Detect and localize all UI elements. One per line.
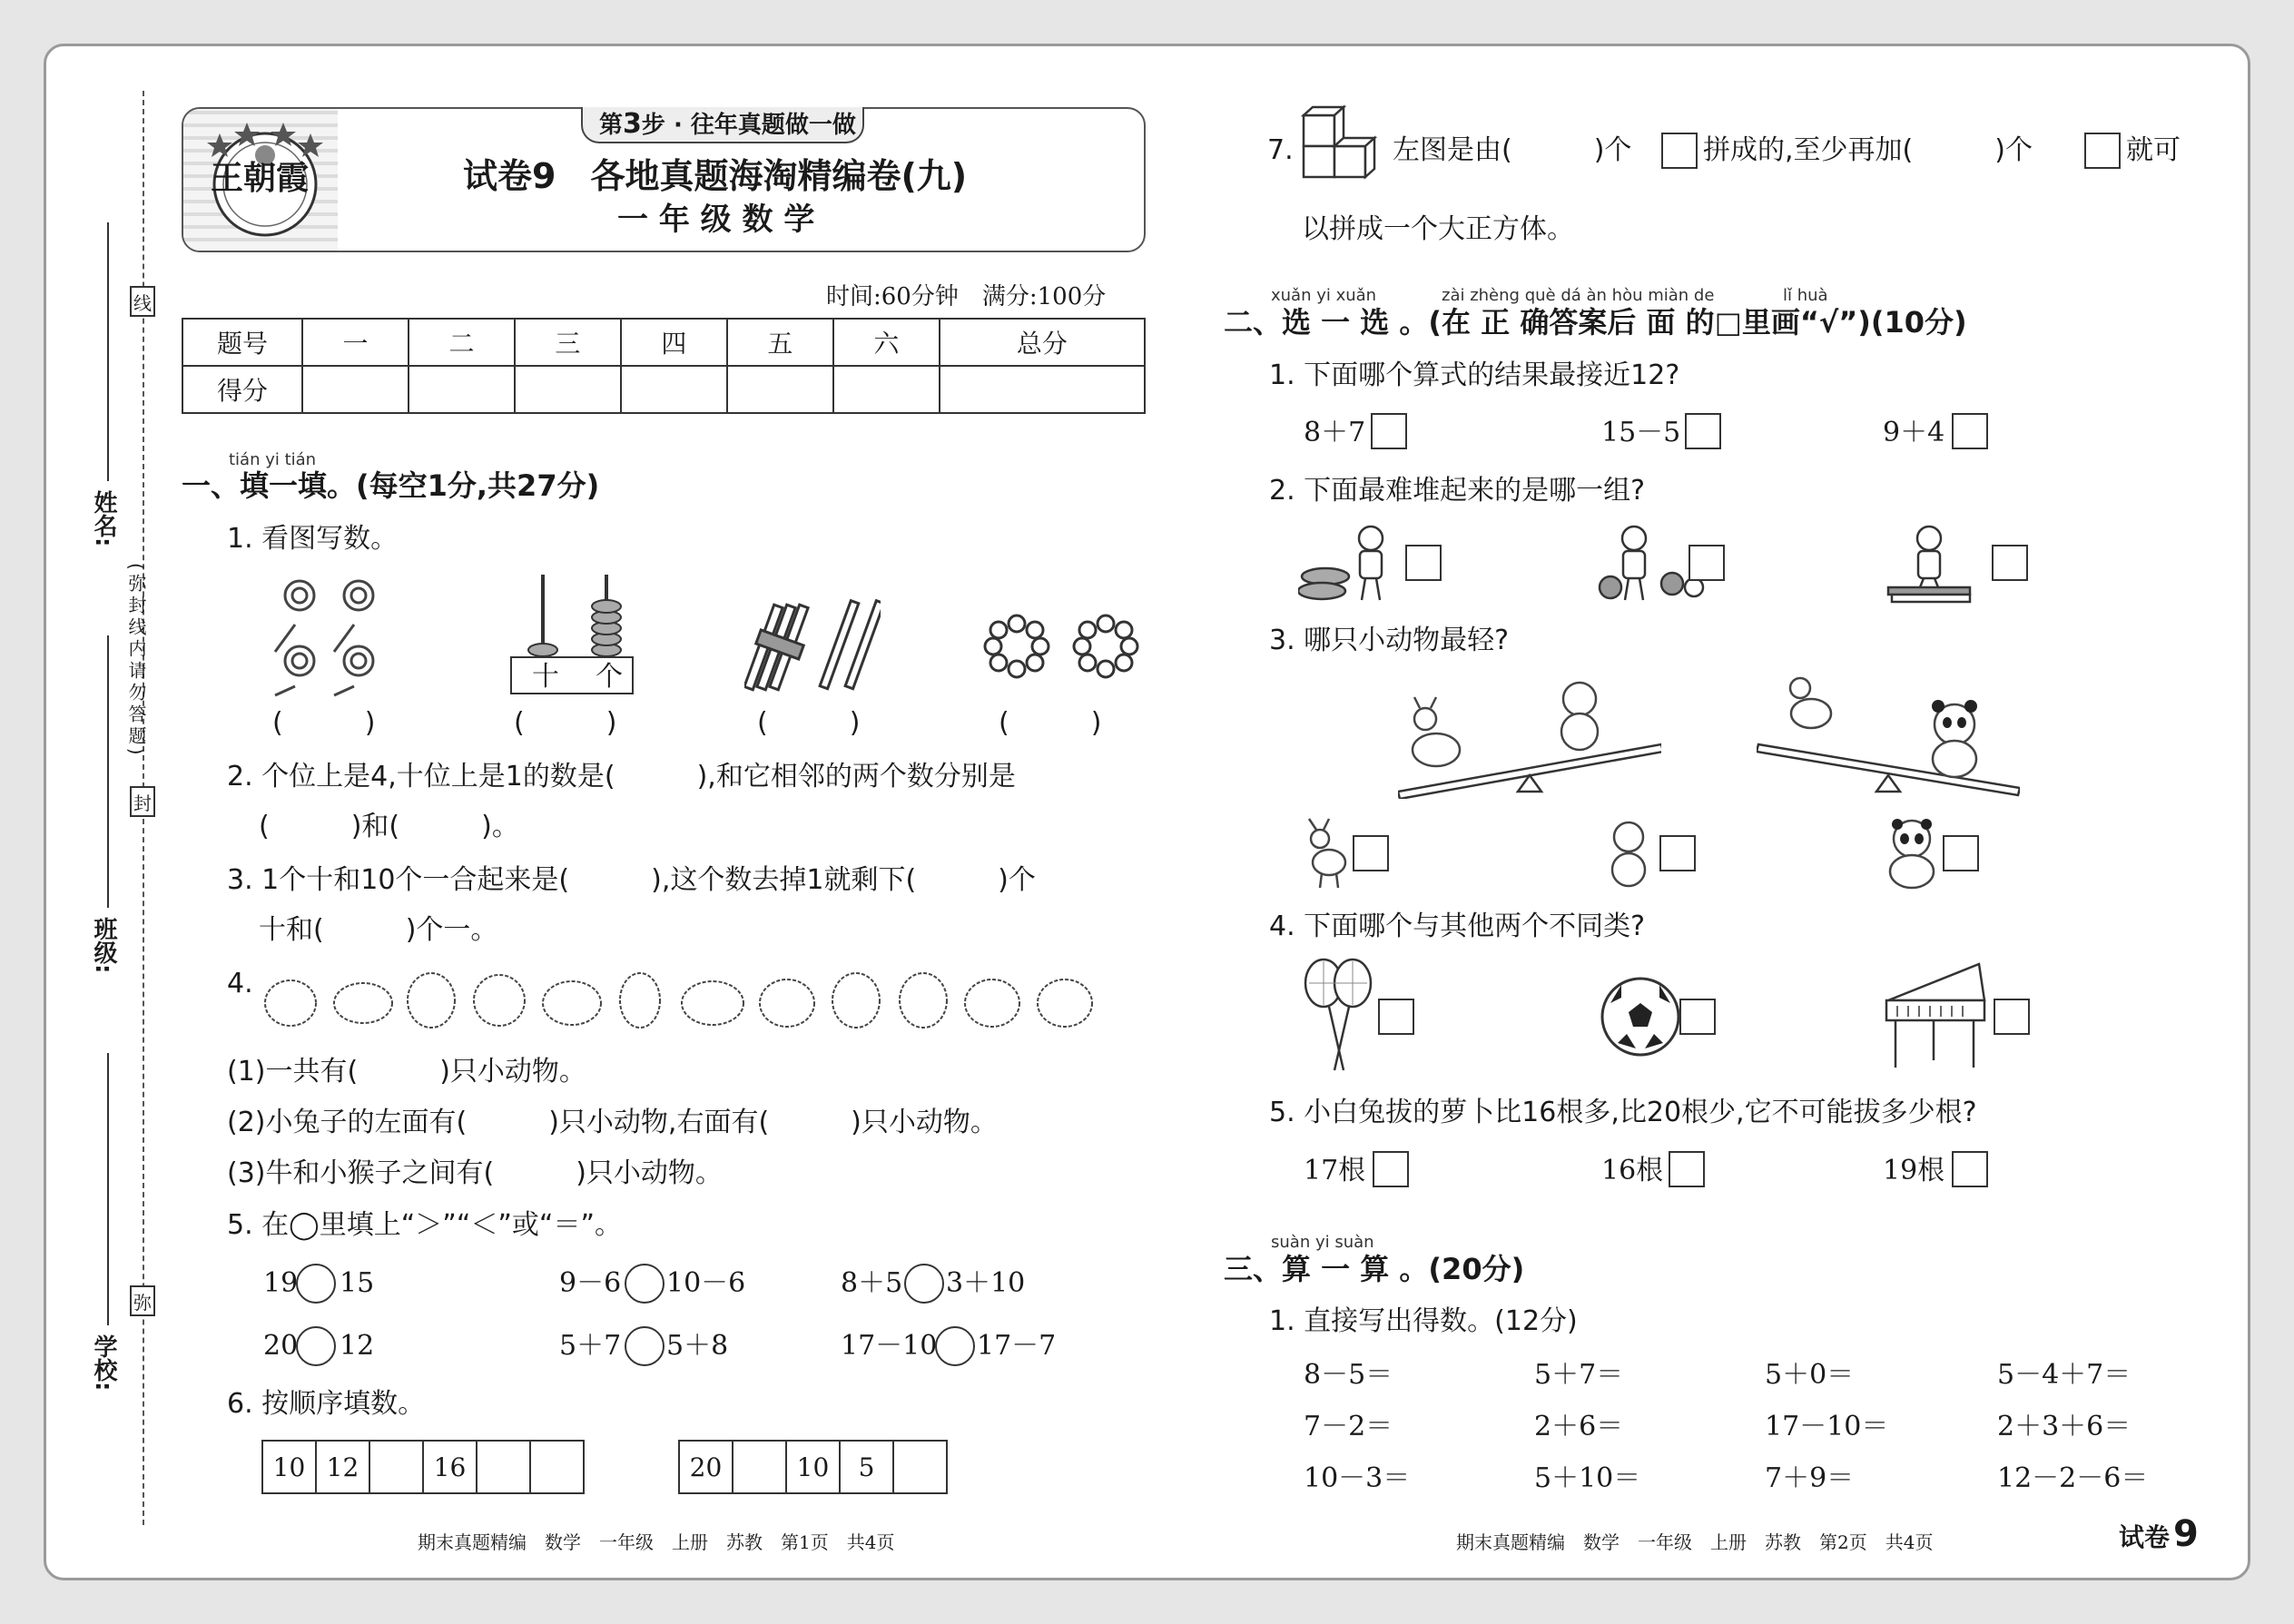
school-label: 学校: bbox=[90, 1334, 117, 1392]
cmp-right: 17－7 bbox=[977, 1330, 1057, 1362]
q7-number: 7. bbox=[1267, 134, 1294, 166]
answer-checkbox[interactable] bbox=[1943, 835, 1979, 871]
paper-badge-label: 试卷 bbox=[2119, 1522, 2171, 1552]
calc-item: 5＋7＝ bbox=[1534, 1359, 1624, 1391]
cmp-right: 5＋8 bbox=[666, 1330, 729, 1362]
seq-cell[interactable] bbox=[477, 1441, 530, 1493]
name-field[interactable] bbox=[107, 222, 109, 481]
s1-q4-1: (1)一共有( )只小动物。 bbox=[227, 1056, 586, 1088]
seq-cell[interactable] bbox=[369, 1441, 423, 1493]
name-label: 姓名: bbox=[90, 490, 117, 547]
option-label: 9＋4 bbox=[1883, 417, 1945, 448]
q1-blank-c[interactable]: ( ) bbox=[757, 707, 861, 739]
lollipops-icon bbox=[268, 570, 395, 697]
paper-badge-number: 9 bbox=[2173, 1513, 2199, 1555]
option-label: 15－5 bbox=[1601, 417, 1681, 448]
cmp-left: 5＋7 bbox=[559, 1330, 622, 1362]
s1-q3-line2: 十和( )个一。 bbox=[259, 914, 498, 946]
bead-rings-icon bbox=[980, 610, 1144, 683]
score-cell[interactable] bbox=[515, 366, 621, 413]
s1-q2-line1: 2. 个位上是4,十位上是1的数是( ),和它相邻的两个数分别是 bbox=[227, 761, 1016, 792]
answer-checkbox[interactable] bbox=[1659, 835, 1696, 871]
piano-icon bbox=[1879, 960, 1988, 1075]
deer-icon bbox=[1300, 817, 1354, 890]
s1-q4: 4. bbox=[227, 968, 253, 999]
answer-checkbox[interactable] bbox=[1994, 999, 2030, 1035]
q7-text-c: 拼成的,至少再加( )个 bbox=[1703, 134, 2033, 166]
score-head: 三 bbox=[515, 319, 621, 366]
s1-title: 一、填一填。(每空1分,共27分) bbox=[182, 468, 600, 503]
answer-checkbox[interactable] bbox=[1992, 545, 2028, 581]
score-cell[interactable] bbox=[833, 366, 940, 413]
score-head: 六 bbox=[833, 319, 940, 366]
seq-cell: 12 bbox=[316, 1441, 369, 1493]
s2-q2: 2. 下面最难堆起来的是哪一组? bbox=[1269, 475, 1646, 507]
option-label: 16根 bbox=[1601, 1155, 1664, 1186]
s2-pinyin-b: zài zhèng què dá àn hòu miàn de bbox=[1442, 286, 1715, 305]
answer-checkbox[interactable] bbox=[1685, 413, 1721, 449]
calc-item: 5－4＋7＝ bbox=[1997, 1359, 2132, 1391]
score-cell[interactable] bbox=[409, 366, 515, 413]
option-label: 19根 bbox=[1883, 1155, 1945, 1186]
s1-q4-3: (3)牛和小猴子之间有( )只小动物。 bbox=[227, 1157, 723, 1189]
s1-q3-line1: 3. 1个十和10个一合起来是( ),这个数去掉1就剩下( )个 bbox=[227, 864, 1036, 896]
paper-subtitle: 一 年 级 数 学 bbox=[617, 202, 815, 238]
binding-mark-mi: 弥 bbox=[130, 1285, 155, 1316]
logo-text: 王朝霞 bbox=[211, 159, 310, 197]
s1-q2-line2: ( )和( )。 bbox=[259, 811, 519, 842]
time-info: 时间:60分钟 满分:100分 bbox=[826, 283, 1107, 310]
kid-with-logs-icon bbox=[1298, 522, 1407, 604]
footer-left: 期末真题精编 数学 一年级 上册 苏教 第1页 共4页 bbox=[418, 1531, 895, 1553]
s2-pinyin-a: xuǎn yi xuǎn bbox=[1271, 286, 1377, 305]
kid-with-books-icon bbox=[1879, 522, 1988, 604]
cmp-left: 8＋5 bbox=[841, 1267, 903, 1299]
seq-cell: 5 bbox=[840, 1441, 893, 1493]
s1-pinyin: tián yi tián bbox=[229, 450, 317, 469]
calc-item: 10－3＝ bbox=[1304, 1462, 1411, 1494]
seq-cell[interactable] bbox=[530, 1441, 584, 1493]
seq-cell[interactable] bbox=[733, 1441, 786, 1493]
answer-checkbox[interactable] bbox=[1669, 1151, 1705, 1187]
cube-unit-icon bbox=[1661, 133, 1698, 169]
sequence-table-2 bbox=[678, 1440, 948, 1494]
score-head: 题号 bbox=[182, 319, 302, 366]
q7-text-e: 以拼成一个大正方体。 bbox=[1302, 213, 1574, 245]
score-cell[interactable] bbox=[940, 366, 1145, 413]
calc-item: 12－2－6＝ bbox=[1997, 1462, 2149, 1494]
s1-q6: 6. 按顺序填数。 bbox=[227, 1388, 426, 1420]
score-head: 五 bbox=[727, 319, 833, 366]
sticks-bundle-icon bbox=[744, 599, 881, 699]
answer-checkbox[interactable] bbox=[1679, 999, 1716, 1035]
binding-mark-xian: 线 bbox=[130, 286, 155, 317]
calc-item: 17－10＝ bbox=[1765, 1411, 1889, 1442]
compare-circle[interactable] bbox=[625, 1264, 665, 1304]
score-cell[interactable] bbox=[302, 366, 409, 413]
cmp-right: 15 bbox=[340, 1267, 375, 1299]
class-field[interactable] bbox=[107, 635, 109, 908]
score-cell[interactable] bbox=[727, 366, 833, 413]
abacus-ones-label: 个 bbox=[596, 661, 623, 693]
score-head: 一 bbox=[302, 319, 409, 366]
class-label: 班级: bbox=[90, 917, 117, 974]
cmp-left: 9－6 bbox=[559, 1267, 622, 1299]
score-table bbox=[182, 318, 1146, 414]
calc-item: 7＋9＝ bbox=[1765, 1462, 1855, 1494]
q7-text-b: 左图是由( )个 bbox=[1393, 134, 1632, 166]
cube-stack-icon bbox=[1298, 104, 1393, 195]
cmp-right: 10－6 bbox=[666, 1267, 746, 1299]
answer-checkbox[interactable] bbox=[1952, 413, 1988, 449]
panda-icon bbox=[1883, 817, 1941, 890]
seq-cell: 16 bbox=[423, 1441, 477, 1493]
step-badge-text: 第3步 · 往年真题做一做 bbox=[599, 108, 856, 140]
answer-checkbox[interactable] bbox=[1952, 1151, 1988, 1187]
s2-q1: 1. 下面哪个算式的结果最接近12? bbox=[1269, 359, 1680, 391]
s3-pinyin: suàn yi suàn bbox=[1271, 1233, 1374, 1252]
s3-title: 三、算 一 算 。(20分) bbox=[1224, 1252, 1525, 1286]
answer-checkbox[interactable] bbox=[1373, 1151, 1409, 1187]
calc-item: 2＋3＋6＝ bbox=[1997, 1411, 2132, 1442]
s1-q1: 1. 看图写数。 bbox=[227, 523, 399, 555]
binding-note: (弥封线内请勿答题) bbox=[125, 563, 147, 759]
cmp-left: 17－10 bbox=[841, 1330, 938, 1362]
answer-checkbox[interactable] bbox=[1371, 413, 1407, 449]
school-field[interactable] bbox=[107, 1053, 109, 1325]
compare-circle[interactable] bbox=[296, 1326, 336, 1366]
cube-unit-icon bbox=[2084, 133, 2121, 169]
s2-q3: 3. 哪只小动物最轻? bbox=[1269, 625, 1510, 656]
calc-item: 7－2＝ bbox=[1304, 1411, 1393, 1442]
compare-circle[interactable] bbox=[625, 1326, 665, 1366]
seq-cell[interactable] bbox=[893, 1441, 947, 1493]
compare-circle[interactable] bbox=[935, 1326, 975, 1366]
answer-checkbox[interactable] bbox=[1353, 835, 1389, 871]
score-head: 四 bbox=[621, 319, 727, 366]
cmp-left: 20 bbox=[263, 1330, 299, 1362]
q1-blank-d[interactable]: ( ) bbox=[999, 707, 1102, 739]
footer-right: 期末真题精编 数学 一年级 上册 苏教 第2页 共4页 bbox=[1456, 1531, 1934, 1553]
seq-cell: 10 bbox=[786, 1441, 840, 1493]
abacus-tens-label: 十 bbox=[532, 661, 559, 693]
option-label: 17根 bbox=[1304, 1155, 1366, 1186]
s1-q4-2: (2)小兔子的左面有( )只小动物,右面有( )只小动物。 bbox=[227, 1107, 998, 1138]
paper-title: 试卷9 各地真题海淘精编卷(九) bbox=[463, 156, 968, 196]
calc-item: 5＋0＝ bbox=[1765, 1359, 1855, 1391]
compare-circle[interactable] bbox=[904, 1264, 944, 1304]
s2-pinyin-c: lǐ huà bbox=[1783, 286, 1828, 305]
q7-text-d: 就可 bbox=[2126, 134, 2181, 166]
calc-item: 5＋10＝ bbox=[1534, 1462, 1641, 1494]
answer-checkbox[interactable] bbox=[1378, 999, 1414, 1035]
q1-blank-a[interactable]: ( ) bbox=[272, 707, 376, 739]
soccer-ball-icon bbox=[1600, 976, 1681, 1058]
score-row-label: 得分 bbox=[182, 366, 302, 413]
seesaw-deer-monkey-icon bbox=[1398, 672, 1661, 799]
s3-q1: 1. 直接写出得数。(12分) bbox=[1269, 1305, 1578, 1337]
seesaw-deer-panda-icon bbox=[1757, 672, 2020, 808]
cmp-left: 19 bbox=[263, 1267, 299, 1299]
q1-blank-b[interactable]: ( ) bbox=[514, 707, 617, 739]
answer-checkbox[interactable] bbox=[1689, 545, 1725, 581]
option-label: 8＋7 bbox=[1304, 417, 1366, 448]
score-cell[interactable] bbox=[621, 366, 727, 413]
sequence-table-1 bbox=[261, 1440, 585, 1494]
binding-mark-feng: 封 bbox=[130, 786, 155, 817]
calc-item: 2＋6＝ bbox=[1534, 1411, 1624, 1442]
monkey-icon bbox=[1601, 817, 1656, 890]
s2-q4: 4. 下面哪个与其他两个不同类? bbox=[1269, 910, 1646, 942]
badminton-rackets-icon bbox=[1298, 958, 1380, 1074]
seq-cell: 10 bbox=[262, 1441, 316, 1493]
cmp-right: 3＋10 bbox=[946, 1267, 1026, 1299]
answer-checkbox[interactable] bbox=[1405, 545, 1442, 581]
cmp-right: 12 bbox=[340, 1330, 375, 1362]
score-head: 总分 bbox=[940, 319, 1145, 366]
compare-circle[interactable] bbox=[296, 1264, 336, 1304]
score-head: 二 bbox=[409, 319, 515, 366]
s2-title: 二、选 一 选 。(在 正 确答案后 面 的□里画“√”)(10分) bbox=[1224, 305, 1967, 340]
animal-row-icon bbox=[259, 962, 1126, 1035]
s1-q5: 5. 在◯里填上“＞”“＜”或“＝”。 bbox=[227, 1209, 622, 1241]
s2-q5: 5. 小白兔拔的萝卜比16根多,比20根少,它不可能拔多少根? bbox=[1269, 1097, 1977, 1128]
seq-cell: 20 bbox=[679, 1441, 733, 1493]
calc-item: 8－5＝ bbox=[1304, 1359, 1393, 1391]
